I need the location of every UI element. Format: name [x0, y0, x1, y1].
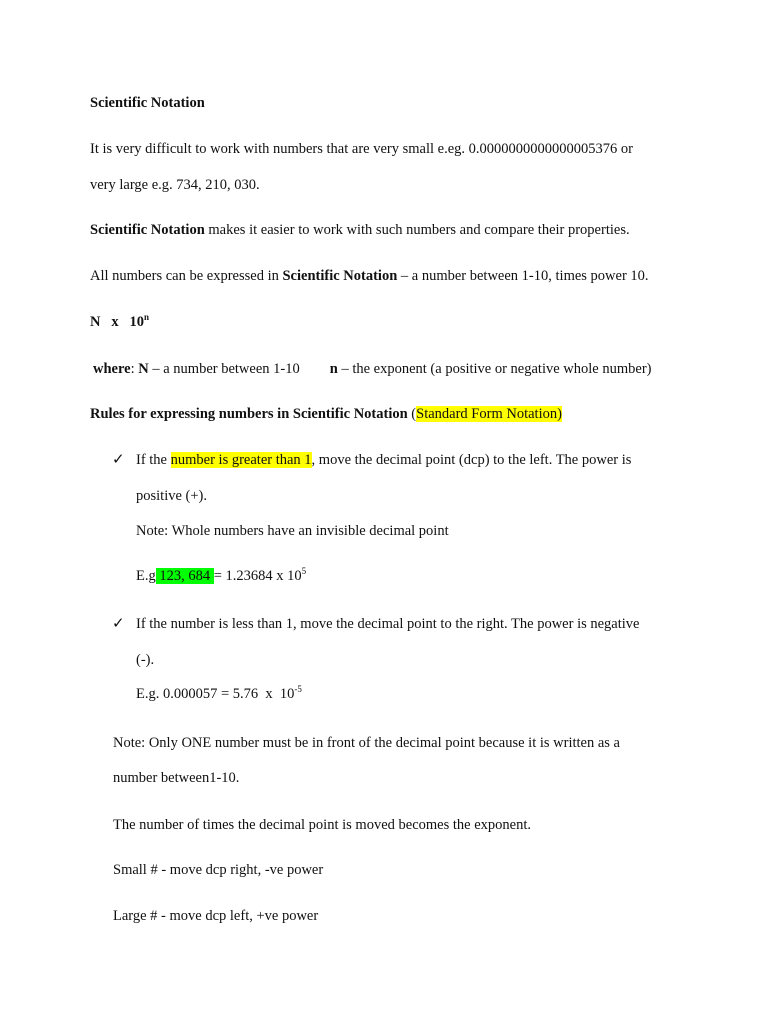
- paragraph-1: Scientific Notation makes it easier to work with such numbers and compare their properties.: [90, 222, 630, 238]
- small-number-rule: Small # - move dcp right, -ve power: [113, 862, 324, 878]
- bullet-1-line-2: positive (+).: [136, 488, 207, 504]
- formula: N x 10$^n$: [90, 312, 149, 330]
- intro-line-2: very large e.g. 734, 210, 030.: [90, 177, 260, 193]
- bullet-2-line-2: (-).: [136, 652, 155, 668]
- bullet-1-line-1: If the number is greater than 1, move the decimal point (dcp) to the left. The power is: [136, 452, 632, 468]
- note-line-2: number between1-10.: [113, 770, 240, 786]
- page-title: Scientific Notation: [90, 95, 205, 111]
- bullet-1-example: E.g 123, 684 = 1.23684 x $10^5$: [136, 566, 307, 584]
- large-number-rule: Large # - move dcp left, +ve power: [113, 908, 319, 924]
- exponent-rule: The number of times the decimal point is moved becomes the exponent.: [113, 817, 531, 833]
- intro-line-1: It is very difficult to work with numbers that are very small e.eg. 0.0000000000000005376 or: [90, 141, 633, 157]
- checkmark-icon: ✓: [112, 452, 125, 468]
- note-line-1: Note: Only ONE number must be in front of the decimal point because it is written as a: [113, 735, 620, 751]
- paragraph-2: All numbers can be expressed in Scientific Notation – a number between 1-10, times power 10.: [90, 268, 649, 284]
- checkmark-icon: ✓: [112, 616, 125, 632]
- where-definitions: where: N – a number between 1-10 n – the exponent (a positive or negative whole number): [93, 361, 652, 377]
- bullet-1-note: Note: Whole numbers have an invisible decimal point: [136, 523, 449, 539]
- rules-heading: Rules for expressing numbers in Scientific Notation (Standard Form Notation): [90, 406, 562, 422]
- bullet-2-line-1: If the number is less than 1, move the decimal point to the right. The power is negative: [136, 616, 640, 632]
- bullet-2-example: E.g. 0.000057 = 5.76 x $10^{-5}$: [136, 684, 302, 702]
